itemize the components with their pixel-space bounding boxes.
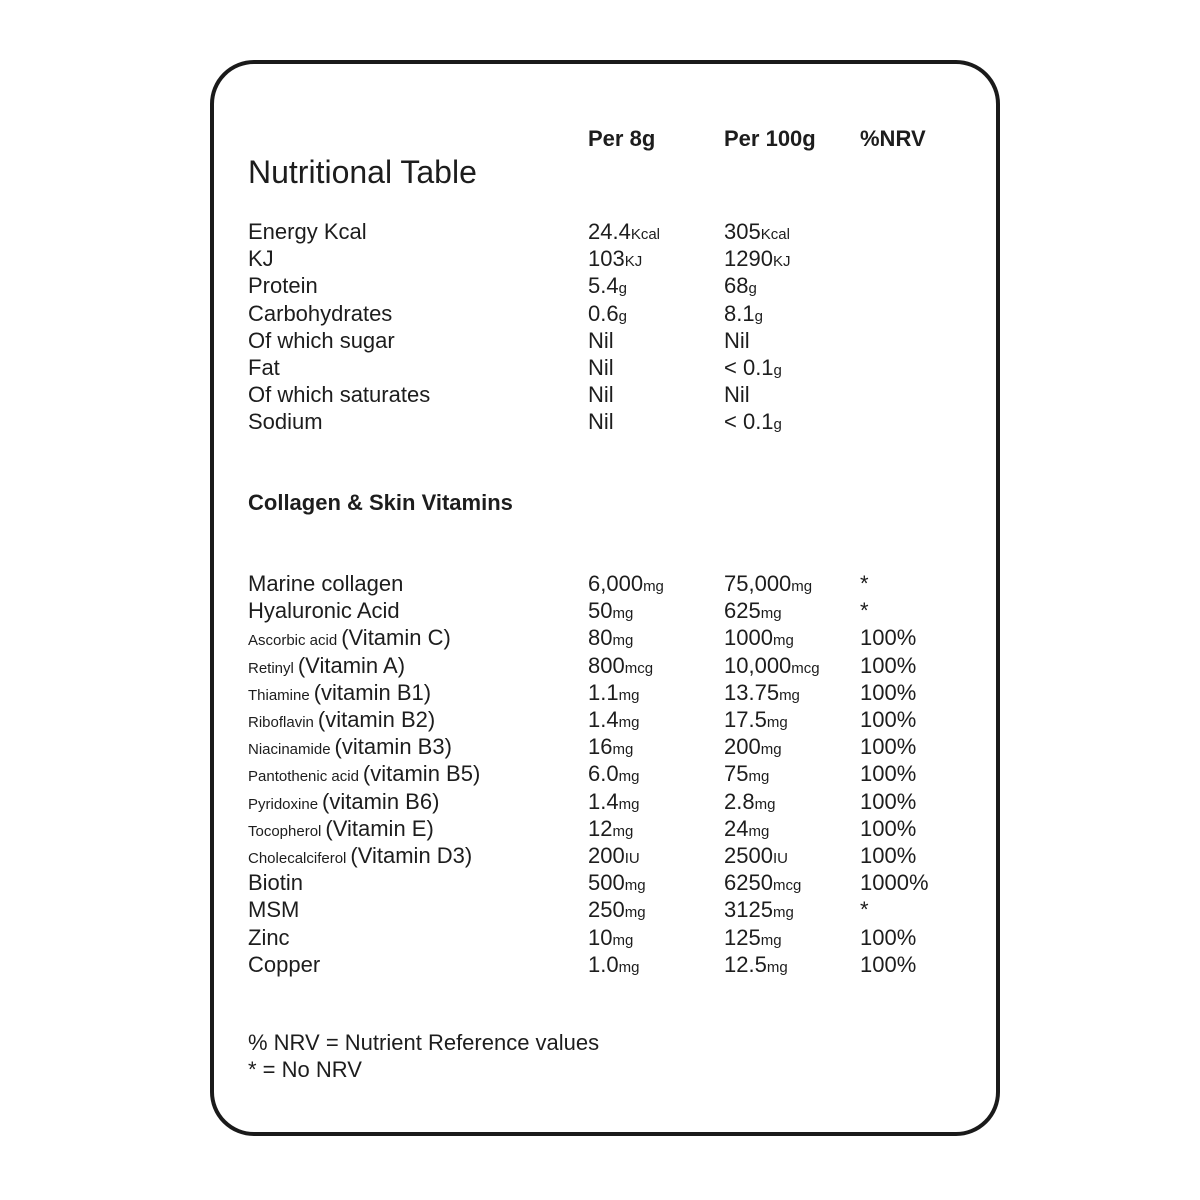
per-serving-value: 800 (588, 652, 625, 678)
vitamin-name: (Vitamin A) (297, 652, 406, 678)
vitamin-name: MSM (248, 897, 300, 923)
per-serving-value: 6,000 (588, 571, 644, 596)
vitamin-name: Marine collagen (248, 571, 404, 596)
vitamin-row (214, 598, 996, 625)
per-100g-value: 305 (724, 219, 761, 244)
per-serving (588, 952, 639, 978)
per-100g-unit: Kcal (760, 226, 790, 243)
nutrient-name: Fat (248, 355, 280, 380)
vitamin-row (214, 816, 996, 843)
per-100g-value: 75,000 (724, 571, 792, 596)
per-100g (724, 653, 820, 679)
per-serving (588, 925, 633, 951)
per-100g (724, 328, 750, 354)
header-nrv: %NRV (860, 126, 926, 151)
per-100g (724, 897, 794, 923)
per-100g (724, 952, 788, 978)
per-100g (724, 598, 782, 624)
per-serving-unit: mg (618, 958, 640, 976)
nutrition-row (214, 328, 996, 355)
vitamin-name: (Vitamin C) (341, 625, 451, 651)
per-100g-value: 3125 (724, 897, 773, 923)
per-100g-unit: mcg (772, 877, 802, 895)
chemical-name: Niacinamide (248, 741, 331, 759)
per-100g-value: 125 (724, 924, 761, 950)
per-100g (724, 301, 763, 327)
per-serving-value: 12 (588, 815, 613, 841)
per-100g-unit: mg (760, 741, 782, 759)
nutrition-row (214, 219, 996, 246)
per-100g (724, 409, 782, 435)
per-100g (724, 707, 788, 733)
per-100g (724, 680, 800, 706)
nrv-value: 100% (860, 707, 917, 732)
footnote-nrv-definition: % NRV = Nutrient Reference values (248, 1030, 600, 1055)
nutrition-row (214, 355, 996, 382)
nrv-value: 100% (860, 924, 917, 950)
vitamin-name: Zinc (248, 924, 290, 950)
per-serving-value: 50 (588, 598, 613, 624)
chemical-name: Pantothenic acid (248, 768, 359, 786)
per-serving-value: 0.6 (588, 300, 619, 326)
per-serving-unit: mg (618, 795, 640, 813)
vitamin-row (214, 734, 996, 761)
per-100g (724, 625, 794, 651)
per-serving-unit: IU (624, 850, 640, 867)
per-serving (588, 355, 614, 381)
vitamin-name-cell (248, 680, 431, 706)
per-100g-unit: g (754, 307, 763, 325)
chemical-name: Retinyl (248, 659, 294, 677)
vitamin-row (214, 625, 996, 652)
per-100g-value: 68 (724, 273, 749, 299)
per-serving-unit: mg (612, 931, 634, 949)
nutrition-row (214, 301, 996, 328)
per-serving (588, 625, 633, 651)
vitamin-name-cell (248, 816, 434, 842)
per-100g-value: < 0.1 (724, 409, 774, 435)
per-100g-unit: g (773, 416, 782, 434)
vitamin-name-cell (248, 625, 451, 651)
header-per-100g: Per 100g (724, 126, 816, 151)
nrv-value: * (860, 571, 869, 596)
per-serving-unit: g (618, 307, 627, 325)
per-100g-unit: g (748, 280, 757, 298)
per-100g-value: 75 (724, 761, 749, 787)
vitamin-name: (vitamin B1) (313, 679, 432, 705)
per-serving (588, 897, 646, 923)
nrv-value: * (860, 897, 869, 923)
nutrient-name: Energy Kcal (248, 219, 367, 244)
vitamin-row (214, 571, 996, 598)
per-100g (724, 571, 812, 597)
per-100g (724, 734, 782, 760)
per-serving-unit: mg (618, 768, 640, 786)
footnote-no-nrv: * = No NRV (248, 1057, 362, 1082)
per-100g-value: 10,000 (724, 652, 792, 678)
per-serving (588, 301, 627, 327)
vitamin-name: (vitamin B6) (322, 788, 440, 814)
vitamin-name-cell (248, 925, 290, 951)
per-100g-unit: mg (748, 822, 770, 840)
nrv-value: 100% (860, 815, 917, 841)
per-serving-value: 6.0 (588, 761, 619, 787)
vitamin-name: (Vitamin D3) (350, 843, 473, 868)
vitamin-name-cell (248, 897, 299, 923)
vitamin-name-cell (248, 761, 480, 787)
per-serving (588, 219, 660, 245)
per-100g (724, 761, 769, 787)
per-serving (588, 870, 646, 896)
per-100g (724, 870, 801, 896)
per-serving-unit: mg (624, 904, 646, 922)
per-100g (724, 843, 788, 869)
per-serving (588, 273, 627, 299)
per-serving-value: 500 (588, 870, 625, 896)
chemical-name: Cholecalciferol (248, 850, 347, 867)
vitamin-name-cell (248, 952, 320, 978)
nutrition-row (214, 246, 996, 273)
vitamin-name-cell (248, 843, 472, 869)
per-serving-value: Nil (588, 382, 614, 408)
nrv-value: 100% (860, 843, 917, 868)
vitamin-row (214, 843, 996, 870)
per-serving-unit: mg (624, 877, 646, 895)
vitamin-name-cell (248, 870, 303, 896)
per-serving-unit: KJ (624, 253, 643, 271)
per-100g-value: 2500 (724, 843, 773, 868)
vitamin-name: Biotin (248, 870, 304, 896)
vitamin-row (214, 870, 996, 897)
per-100g-value: 13.75 (724, 679, 780, 705)
per-100g (724, 273, 757, 299)
per-serving (588, 409, 614, 435)
nutrition-row (214, 273, 996, 300)
per-serving-value: 10 (588, 924, 613, 950)
per-serving-unit: Kcal (630, 226, 661, 243)
per-serving (588, 571, 664, 597)
per-100g (724, 789, 775, 815)
nrv-value: * (860, 598, 869, 624)
vitamin-row (214, 707, 996, 734)
vitamin-name: (vitamin B3) (334, 734, 452, 760)
per-serving-unit: mg (618, 714, 640, 731)
nutrient-name: Protein (248, 273, 318, 299)
per-100g-value: 12.5 (724, 951, 767, 977)
per-serving (588, 816, 633, 842)
per-serving-value: Nil (588, 355, 614, 380)
per-100g-value: 8.1 (724, 300, 755, 326)
per-100g-unit: IU (772, 850, 788, 867)
per-100g-value: Nil (724, 382, 750, 408)
per-100g-unit: mcg (791, 659, 820, 677)
nrv-value: 100% (860, 734, 917, 760)
per-100g (724, 219, 790, 245)
per-serving (588, 382, 614, 408)
vitamin-name-cell (248, 571, 403, 597)
chemical-name: Pyridoxine (248, 795, 319, 813)
per-100g (724, 355, 782, 381)
per-100g-value: < 0.1 (724, 355, 774, 380)
per-100g (724, 925, 782, 951)
per-100g-value: 1000 (724, 625, 773, 651)
nrv-value: 100% (860, 652, 917, 678)
per-serving-unit: mg (643, 578, 664, 595)
per-100g-value: 6250 (724, 870, 773, 896)
per-serving-unit: g (618, 280, 627, 298)
per-100g-unit: KJ (772, 253, 791, 271)
per-100g-value: 200 (724, 734, 761, 760)
section-title: Collagen & Skin Vitamins (248, 490, 513, 515)
vitamin-row (214, 653, 996, 680)
chemical-name: Thiamine (248, 686, 310, 704)
per-serving (588, 653, 653, 679)
per-serving-unit: mg (612, 741, 634, 759)
per-serving (588, 246, 642, 272)
per-serving (588, 789, 639, 815)
nutrition-row (214, 382, 996, 409)
vitamin-row (214, 897, 996, 924)
table-title: Nutritional Table (248, 154, 477, 190)
vitamin-name: Copper (248, 951, 321, 977)
vitamin-name: (vitamin B5) (362, 761, 481, 787)
per-serving (588, 761, 639, 787)
header-per-serving: Per 8g (588, 126, 656, 151)
vitamin-name: Hyaluronic Acid (248, 598, 400, 624)
per-serving-unit: mg (612, 822, 634, 840)
nutrition-row (214, 409, 996, 436)
per-serving-value: 250 (588, 897, 625, 923)
nutrition-label-card (210, 60, 1000, 1136)
vitamin-row (214, 925, 996, 952)
chemical-name: Ascorbic acid (248, 632, 338, 650)
per-serving-value: 1.0 (588, 951, 619, 977)
per-serving-unit: mcg (624, 659, 654, 677)
per-serving-value: 24.4 (588, 219, 631, 244)
nrv-value: 100% (860, 679, 917, 705)
per-100g-unit: mg (760, 931, 782, 949)
per-100g-unit: mg (772, 632, 794, 650)
vitamin-name: (vitamin B2) (317, 707, 436, 732)
per-100g-value: 1290 (724, 246, 773, 272)
nrv-value: 100% (860, 788, 917, 814)
vitamin-row (214, 952, 996, 979)
vitamin-row (214, 789, 996, 816)
per-100g-value: 2.8 (724, 788, 755, 814)
nrv-value: 100% (860, 625, 917, 651)
per-100g (724, 382, 750, 408)
per-serving-value: 1.4 (588, 788, 619, 814)
vitamin-name-cell (248, 789, 439, 815)
vitamin-name-cell (248, 598, 400, 624)
per-serving-value: 5.4 (588, 273, 619, 299)
per-serving-value: 1.1 (588, 679, 619, 705)
per-serving-value: 80 (588, 625, 613, 651)
per-serving-unit: mg (612, 632, 634, 650)
per-100g (724, 246, 790, 272)
per-serving-value: 1.4 (588, 707, 619, 732)
per-serving (588, 598, 633, 624)
per-serving-value: Nil (588, 409, 614, 435)
vitamin-name: (Vitamin E) (325, 815, 434, 841)
per-100g-unit: mg (766, 714, 788, 731)
per-100g-value: 17.5 (724, 707, 767, 732)
per-serving-value: 200 (588, 843, 625, 868)
chemical-name: Riboflavin (248, 714, 314, 731)
vitamin-name-cell (248, 707, 435, 733)
per-serving (588, 734, 633, 760)
per-100g-value: 625 (724, 598, 761, 624)
per-100g-value: 24 (724, 815, 749, 841)
per-serving-value: 16 (588, 734, 613, 760)
per-100g-unit: mg (791, 578, 813, 595)
per-100g-unit: mg (772, 904, 794, 922)
per-serving (588, 680, 639, 706)
per-100g-unit: mg (779, 686, 800, 704)
vitamin-name-cell (248, 653, 405, 679)
per-serving-value: Nil (588, 327, 614, 353)
vitamin-row (214, 680, 996, 707)
nrv-value: 1000% (860, 870, 929, 896)
per-100g-value: Nil (724, 327, 750, 353)
per-100g (724, 816, 769, 842)
nutrient-name: Of which saturates (248, 382, 431, 408)
per-100g-unit: mg (748, 768, 770, 786)
nrv-value: 100% (860, 761, 917, 787)
per-serving (588, 707, 639, 733)
per-100g-unit: g (773, 362, 782, 379)
nrv-value: 100% (860, 951, 917, 977)
nutrient-name: Sodium (248, 409, 323, 435)
nutrient-name: KJ (248, 246, 274, 272)
per-serving (588, 328, 614, 354)
per-100g-unit: mg (760, 605, 782, 623)
per-100g-unit: mg (754, 795, 776, 813)
chemical-name: Tocopherol (248, 822, 322, 840)
per-serving (588, 843, 640, 869)
nutrient-name: Carbohydrates (248, 300, 393, 326)
per-serving-unit: mg (618, 686, 640, 704)
per-serving-value: 103 (588, 246, 625, 272)
vitamin-name-cell (248, 734, 452, 760)
per-serving-unit: mg (612, 605, 634, 623)
nutrient-name: Of which sugar (248, 327, 395, 353)
vitamin-row (214, 761, 996, 788)
per-100g-unit: mg (766, 958, 788, 976)
